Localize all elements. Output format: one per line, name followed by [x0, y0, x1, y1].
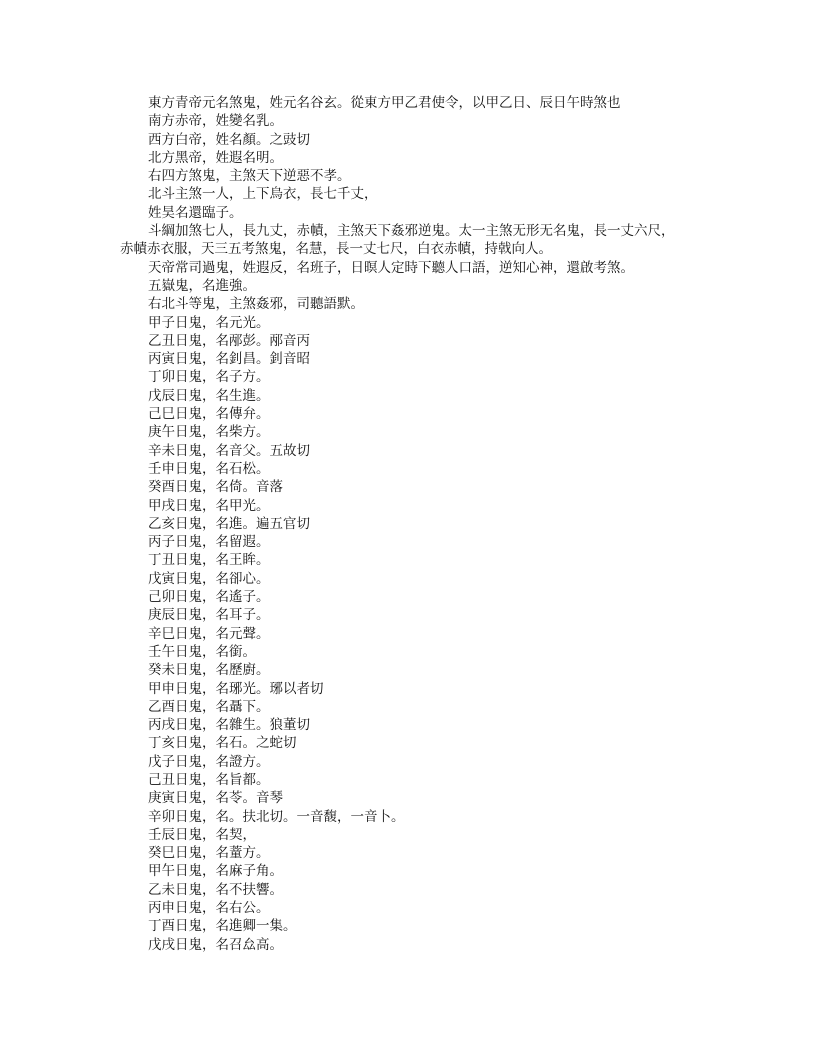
text-line: 北斗主煞一人，上下烏衣，長七千丈，	[148, 186, 378, 203]
text-line: 甲午日鬼，名麻子角。	[148, 863, 283, 880]
text-line: 辛未日鬼，名音父。五故切	[148, 442, 310, 459]
text-line: 庚午日鬼，名柴方。	[148, 424, 270, 441]
text-line: 西方白帝，姓名顏。之豉切	[148, 131, 310, 148]
text-line: 丁卯日鬼，名子方。	[148, 369, 270, 386]
text-line: 戊辰日鬼，名生進。	[148, 387, 270, 404]
text-line: 庚辰日鬼，名耳子。	[148, 607, 270, 624]
text-line: 辛巳日鬼，名元聲。	[148, 625, 270, 642]
text-line: 丙申日鬼，名右公。	[148, 900, 270, 917]
text-line: 東方青帝元名煞鬼，姓元名谷玄。從東方甲乙君使令，以甲乙日、辰日午時煞也	[148, 95, 621, 111]
text-line: 辛卯日鬼，名。扶北切。一音馥，一音卜。	[148, 808, 405, 825]
text-line: 甲戌日鬼，名甲光。	[148, 497, 270, 514]
text-line: 赤幘赤衣服，天三五考煞鬼，名慧，長一丈七尺，白衣赤幘，持戟向人。	[120, 241, 552, 258]
text-line: 斗綱加煞七人，長九丈，赤幘，主煞天下姦邪逆鬼。太一主煞无形无名鬼，長一丈六尺，	[148, 223, 675, 240]
text-line: 右北斗等鬼，主煞姦邪，司聽語默。	[148, 296, 364, 313]
text-line: 右四方煞鬼，主煞天下逆惡不孝。	[148, 168, 351, 185]
text-line: 己卯日鬼，名遙子。	[148, 589, 270, 606]
text-line: 庚寅日鬼，名苓。音琴	[148, 790, 283, 807]
text-line: 丙戌日鬼，名雜生。狼董切	[148, 717, 310, 734]
text-line: 己巳日鬼，名傳弁。	[148, 406, 270, 423]
text-line: 己丑日鬼，名旨都。	[148, 771, 270, 788]
text-line: 甲申日鬼，名琊光。琊以者切	[148, 680, 324, 697]
text-line: 南方赤帝，姓變名乳。	[148, 113, 283, 130]
text-line: 丙寅日鬼，名釗昌。釗音昭	[148, 351, 310, 368]
text-line: 癸巳日鬼，名蕫方。	[148, 845, 270, 862]
text-line: 乙酉日鬼，名聶下。	[148, 698, 270, 715]
text-line: 戊戌日鬼，名召厽高。	[148, 936, 283, 953]
text-line: 戊子日鬼，名證方。	[148, 753, 270, 770]
text-line: 北方黑帝，姓遐名明。	[148, 149, 283, 166]
text-line: 癸未日鬼，名歷廚。	[148, 662, 270, 679]
text-line: 甲子日鬼，名元光。	[148, 314, 270, 331]
text-line: 丁亥日鬼，名石。之蛇切	[148, 735, 297, 752]
text-line: 姓昊名還臨子。	[148, 204, 243, 221]
text-line: 癸酉日鬼，名倚。音落	[148, 479, 283, 496]
text-line: 壬午日鬼，名銜。	[148, 643, 256, 660]
text-line: 乙丑日鬼，名邴彭。邴音丙	[148, 332, 310, 349]
text-line: 五嶽鬼，名進強。	[148, 277, 256, 294]
text-line: 丙子日鬼，名留遐。	[148, 534, 270, 551]
text-line: 丁丑日鬼，名王眸。	[148, 552, 270, 569]
text-line: 乙未日鬼，名不扶響。	[148, 881, 283, 898]
text-line: 壬申日鬼，名石松。	[148, 460, 270, 477]
text-line: 丁酉日鬼，名進卿一集。	[148, 918, 297, 935]
text-line: 乙亥日鬼，名進。遍五官切	[148, 515, 310, 532]
text-line: 壬辰日鬼，名契，	[148, 826, 256, 843]
document-body	[120, 94, 700, 954]
text-line: 天帝常司過鬼，姓遐反，名班子，日暝人定時下聽人口語，逆知心神，還啟考煞。	[148, 259, 634, 276]
text-line: 戊寅日鬼，名卻心。	[148, 570, 270, 587]
